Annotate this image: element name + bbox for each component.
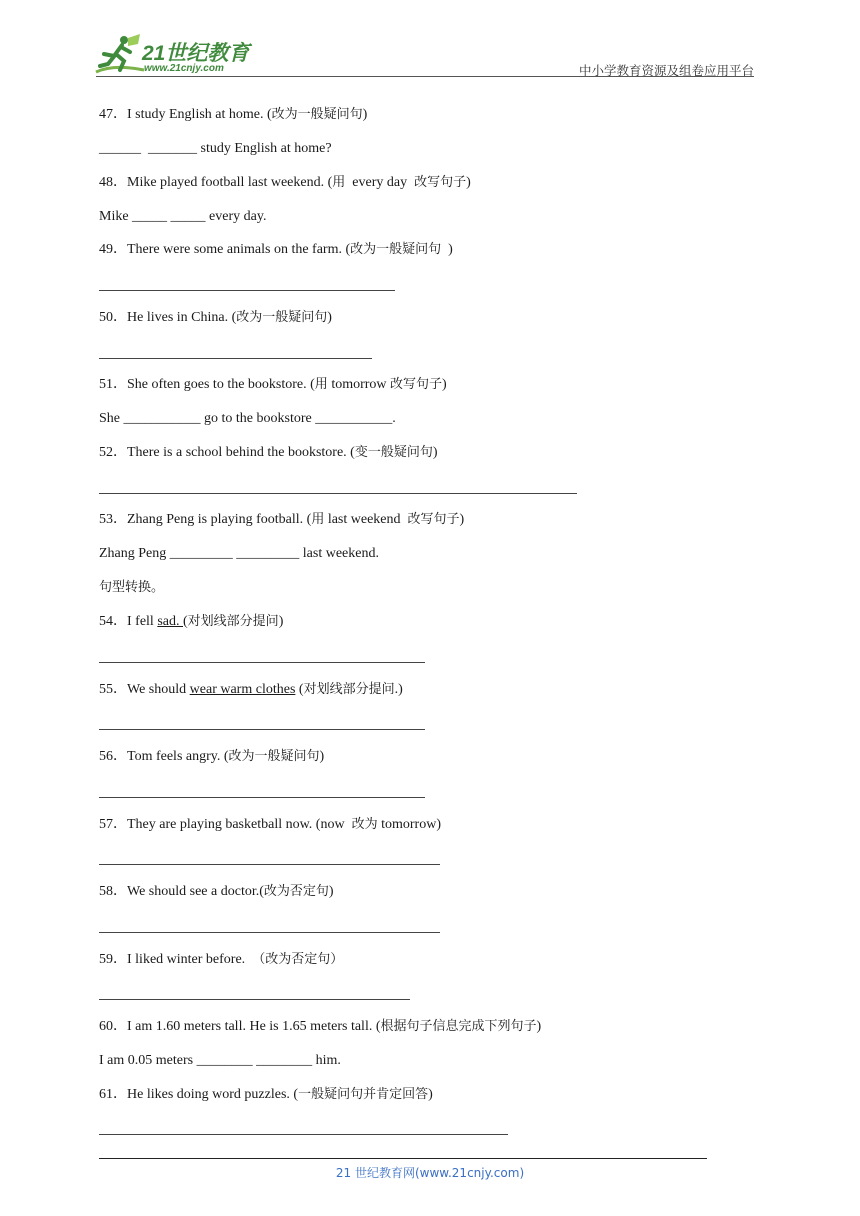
answer-line-57[interactable] — [99, 864, 440, 865]
question-53: 53．Zhang Peng is playing football. (用 last weekend 改写句子) — [99, 512, 465, 527]
answer-line-61[interactable] — [99, 1134, 508, 1135]
answer-53[interactable]: Zhang Peng _________ _________ last weekend. — [99, 546, 379, 561]
section-heading: 句型转换。 — [99, 580, 165, 595]
question-47: 47．I study English at home. (改为一般疑问句) — [99, 107, 368, 122]
header-divider — [96, 76, 754, 77]
answer-line-52[interactable] — [99, 493, 577, 494]
answer-line-54[interactable] — [99, 662, 425, 663]
footer-divider — [99, 1158, 707, 1159]
answer-line-59[interactable] — [99, 999, 410, 1000]
page-header — [0, 0, 860, 80]
question-57: 57．They are playing basketball now. (now 改为 tomorrow) — [99, 817, 441, 832]
question-56: 56．Tom feels angry. (改为一般疑问句) — [99, 749, 325, 764]
question-50: 50．He lives in China. (改为一般疑问句) — [99, 310, 332, 325]
runner-logo-icon — [94, 34, 146, 78]
question-55: 55．We should wear warm clothes (对划线部分提问.) — [99, 682, 403, 697]
answer-line-49[interactable] — [99, 290, 395, 291]
question-58: 58．We should see a doctor.(改为否定句) — [99, 884, 334, 899]
logo-url: www.21cnjy.com — [144, 63, 224, 74]
footer-link[interactable]: 21 世纪教育网(www.21cnjy.com) — [335, 1166, 525, 1180]
logo-text: 21世纪教育 — [142, 42, 250, 65]
answer-line-58[interactable] — [99, 932, 440, 933]
answer-47[interactable]: ______ _______ study English at home? — [99, 141, 332, 156]
answer-48[interactable]: Mike _____ _____ every day. — [99, 209, 267, 224]
question-49: 49．There were some animals on the farm. (改为一般疑问句 ) — [99, 242, 453, 257]
question-60: 60．I am 1.60 meters tall. He is 1.65 meters tall. (根据句子信息完成下列句子) — [99, 1019, 542, 1034]
question-61: 61．He likes doing word puzzles. (一般疑问句并肯定回答) — [99, 1087, 433, 1102]
question-51: 51．She often goes to the bookstore. (用 tomorrow 改写句子) — [99, 377, 447, 392]
answer-60[interactable]: I am 0.05 meters ________ ________ him. — [99, 1053, 341, 1068]
question-52: 52．There is a school behind the bookstore. (变一般疑问句) — [99, 445, 438, 460]
question-59: 59．I liked winter before. （改为否定句） — [99, 952, 344, 967]
answer-line-55[interactable] — [99, 729, 425, 730]
answer-51[interactable]: She ___________ go to the bookstore ___________. — [99, 411, 396, 426]
platform-name: 中小学教育资源及组卷应用平台 — [578, 63, 754, 78]
question-48: 48．Mike played football last weekend. (用 every day 改写句子) — [99, 175, 471, 190]
answer-line-50[interactable] — [99, 358, 372, 359]
answer-line-56[interactable] — [99, 797, 425, 798]
site-logo — [94, 34, 264, 78]
question-54: 54．I fell sad. (对划线部分提问) — [99, 614, 284, 629]
